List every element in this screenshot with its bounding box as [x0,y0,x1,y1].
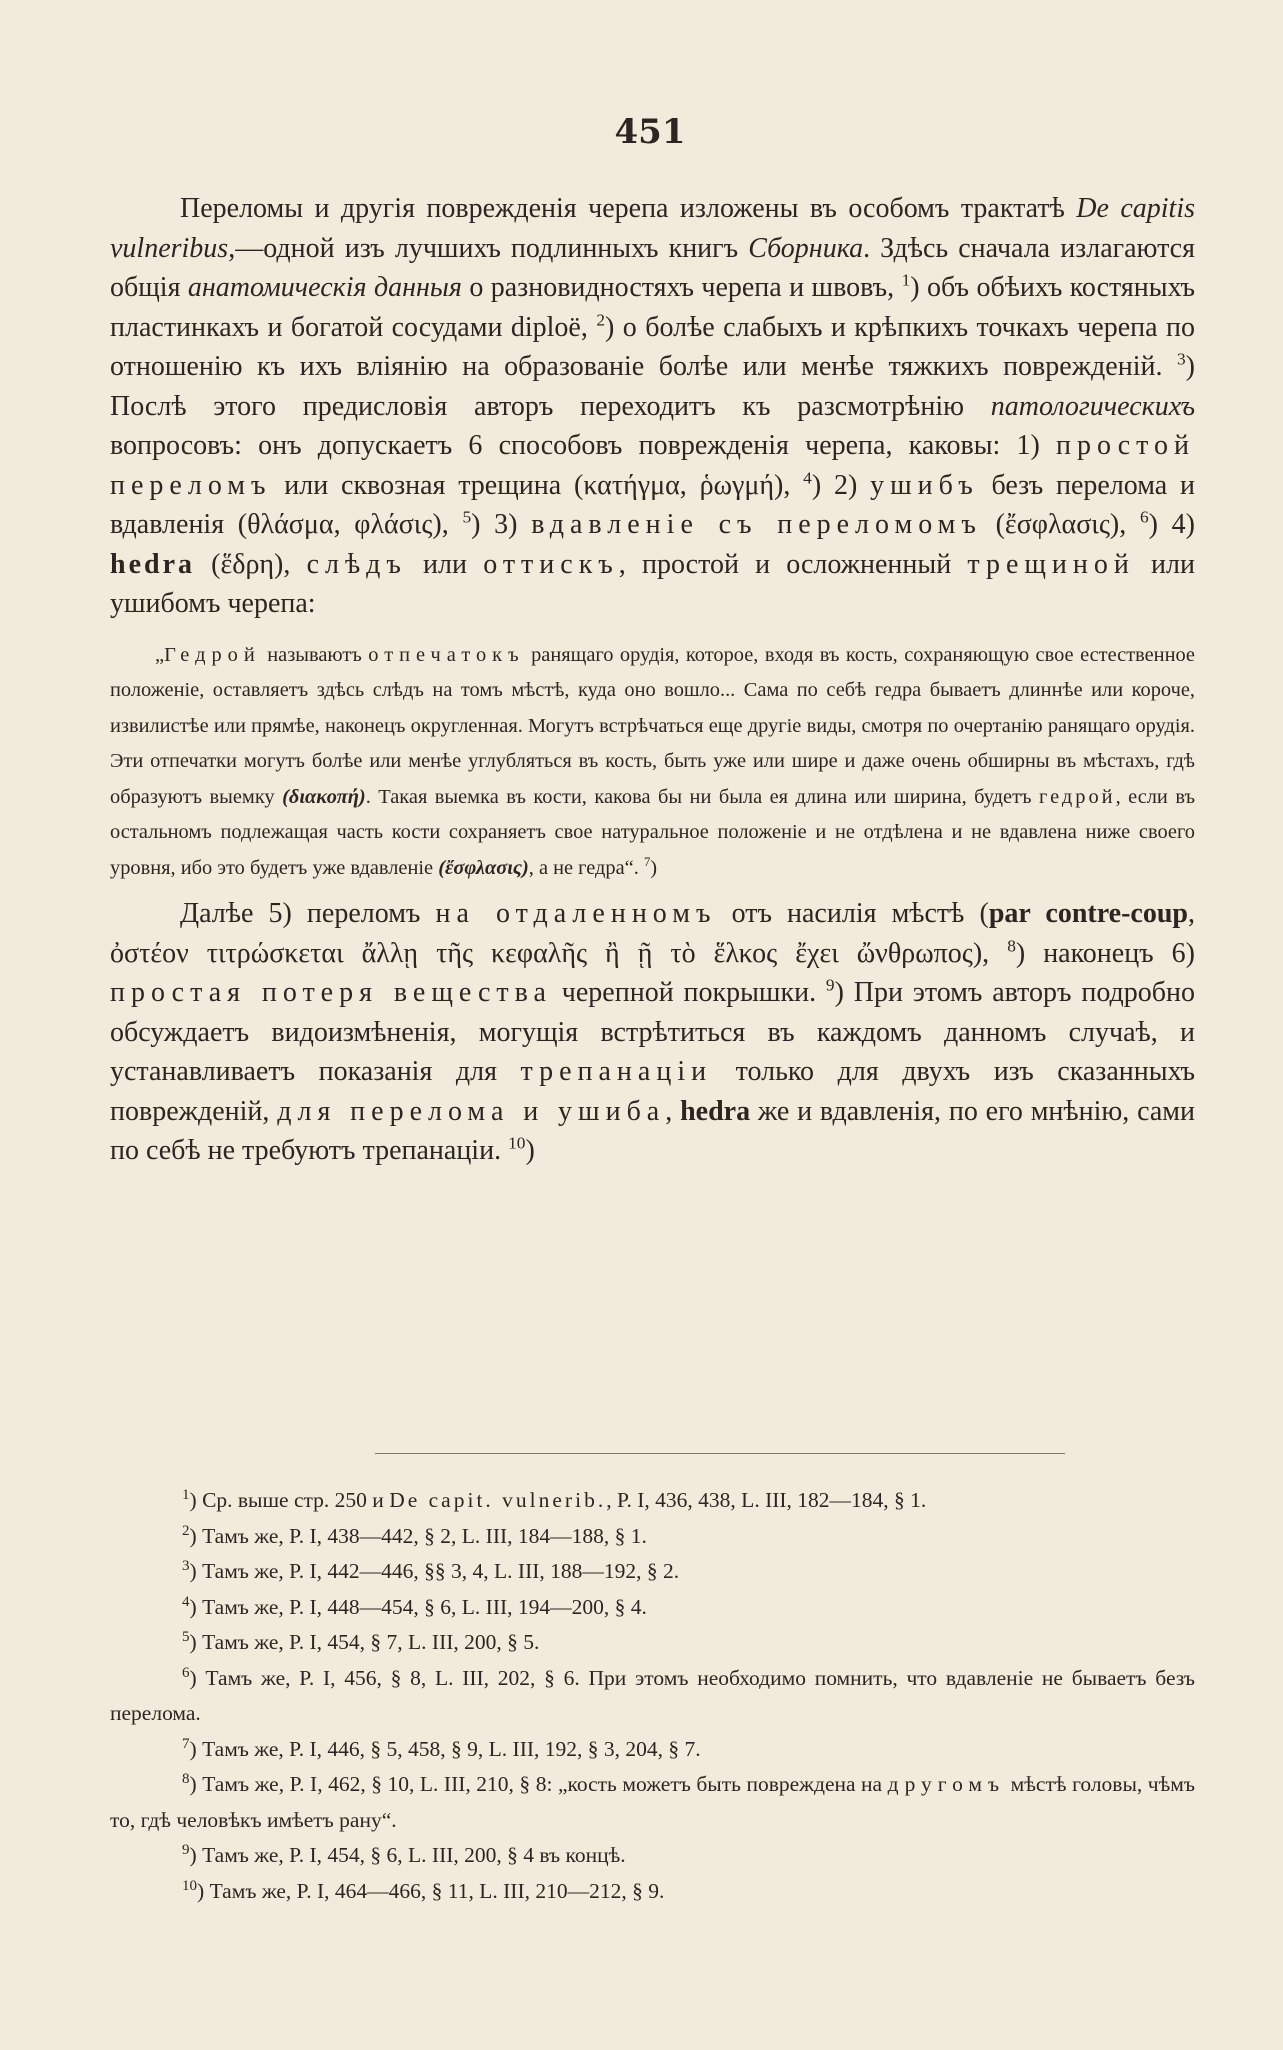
text-span: ) объ обѣихъ костяныхъ пластинкахъ и богатой сосудами [110,272,1195,343]
emphasis: анатомическія данныя [187,272,462,303]
spaced-term: гедрой [1039,785,1116,808]
text-span: только для двухъ изъ сказанныхъ поврежденій, [110,1056,1195,1127]
paragraph-2 [110,894,1195,1171]
greek-term: (διακοπή) [282,785,366,808]
text-span: ) [650,856,658,879]
text-span: или [406,548,484,580]
term: hedra [110,548,195,580]
text-span: ,—одной изъ лучшихъ подлинныхъ книгъ [228,232,749,264]
footnote-ref: 7 [643,854,651,869]
spaced-term: оттискъ [483,548,619,580]
footnote-text: ) Тамъ же, P. I, 442—446, §§ 3, 4, L. III, 188—192, § 2. [189,1559,680,1583]
main-text [110,189,1195,1171]
text-span: черепной покрышки. [551,977,826,1008]
footnote [110,1874,1195,1910]
footnote-text: , P. I, 436, 438, L. III, 182—184, § 1. [606,1488,927,1512]
latin-title: De capitis vulneribus [110,193,1196,264]
footnote-number: 10 [182,1877,198,1894]
footnote-ref: 4 [803,468,812,488]
footnote-number: 7 [182,1735,190,1752]
spaced-term: другомъ [887,1772,1006,1796]
footnote-number: 8 [182,1770,190,1787]
spaced-term: De capit. vulnerib. [389,1488,607,1512]
spaced-term: на отдаленномъ [435,898,717,929]
footnote-ref: 2 [596,310,606,330]
footnote-text: ) Тамъ же, P. I, 454, § 7, L. III, 200, § 5. [189,1630,540,1654]
spaced-term: вдавленіе съ переломомъ [531,509,982,540]
text-span: ) Послѣ этого предисловія авторъ переходитъ къ разсмотрѣнію [110,351,1195,422]
emphasis: патологическихъ [990,390,1195,422]
text-span: называютъ [260,643,369,666]
footnote-ref: 10 [508,1133,526,1153]
footnote-text: ) Тамъ же, P. I, 454, § 6, L. III, 200, § 4 въ концѣ. [189,1843,626,1867]
spaced-term: трепанаціи [520,1056,713,1087]
footnote-text: ) Тамъ же, P. I, 464—466, § 11, L. III, 210—212, § 9. [197,1878,665,1903]
footnote [110,1661,1195,1732]
text-span: (ἔσφλασις), [981,509,1140,540]
block-quote [110,638,1195,887]
footnote-number: 2 [182,1522,190,1539]
text-span: ) о болѣе слабыхъ и крѣпкихъ точкахъ черепа по отношенію къ ихъ вліянію на образованіе болѣе или менѣе тяжкихъ поврежденій. [110,311,1196,382]
text-span: ) 2) [811,469,871,501]
text-span: ) 4) [1148,509,1196,540]
footnote-number: 1 [182,1486,190,1503]
text-span: . Такая выемка въ кости, какова бы ни была ея длина или ширина, будетъ [365,785,1040,808]
text-span: , если въ остальномъ подлежащая часть кости сохраняетъ свое натуральное положеніе и не отдѣлена и не вдавлена ниже своего уровня, ибо это будетъ уже вдавленіе [110,785,1195,879]
text-span: , простой и осложненный [618,548,968,580]
footnote-ref: 5 [462,507,472,527]
text-span: , [580,311,597,343]
footnote-text: ) Тамъ же, P. I, 462, § 10, L. III, 210, § 8: „кость можетъ быть повреждена на [189,1772,888,1796]
spaced-term: трещиной [967,548,1135,580]
footnote [110,1554,1195,1590]
page-number: 451 [614,112,686,152]
term: hedra [680,1095,751,1127]
footnote-number: 6 [182,1664,190,1681]
text-span: ) наконецъ 6) [1015,937,1195,969]
text-span: , а не гедра“. [528,856,644,879]
text-span: ) 3) [471,509,532,540]
footnote-text: ) Ср. выше стр. 250 и [189,1488,390,1512]
text-span: же и вдавленія, по его мнѣнію, сами по себѣ не требуютъ трепанаціи. [110,1095,1196,1166]
text-span: Далѣе 5) переломъ [180,898,436,929]
text-span: безъ перелома и вдавленія (θλάσμα, φλάσις), [110,469,1195,540]
footnote-ref: 6 [1139,507,1149,527]
term: par contre-coup [988,898,1188,929]
footnote-ref: 9 [825,975,835,995]
text-span: (ἕδρη), [195,548,307,580]
spaced-term: отпечатокъ [368,643,525,666]
text-span: ранящаго орудія, которое, входя въ кость, сохраняющую свое естественное положеніе, оставляетъ здѣсь слѣдъ на томъ мѣстѣ, куда оно вошло... Сама по себѣ гедра бываетъ длиннѣе или короче, извилистѣе или прямѣе, наконецъ округленная. Могутъ встрѣчаться еще другіе виды, смотря по очертанію ранящаго орудія. Эти отпечатки могутъ болѣе или менѣе углубляться въ кость, быть уже или шире и даже очень обширны въ мѣстахъ, гдѣ образуютъ выемку [110,643,1195,808]
spaced-term: слѣдъ [306,548,407,580]
text-span: или ушибомъ черепа: [110,548,1196,619]
footnote [110,1519,1195,1555]
term: diploë [510,311,581,343]
text-span: „ [155,643,165,666]
footnote [110,1838,1195,1874]
footnotes [110,1483,1195,1909]
footnote [110,1483,1195,1519]
footnote-ref: 1 [901,270,911,290]
text-span: , [665,1095,681,1127]
text-span: вопросовъ: онъ допускаетъ 6 способовъ поврежденія черепа, каковы: 1) [110,430,1057,461]
footnote-text: ) Тамъ же, P. I, 446, § 5, 458, § 9, L. III, 192, § 3, 204, § 7. [189,1736,701,1761]
footnote-number: 9 [182,1841,190,1858]
spaced-term: Гедрой [164,643,261,666]
paragraph-1 [110,189,1195,624]
footnote-number: 3 [182,1557,190,1574]
text-span: . Здѣсь сначала излагаются общія [110,232,1195,303]
emphasis: Сборника [748,232,864,264]
spaced-term: простой переломъ [110,430,1195,501]
footnote-text: ) Тамъ же, P. I, 456, § 8, L. III, 202, § 6. При этомъ необходимо помнить, что вдавленіе не бываетъ безъ перелома. [110,1665,1195,1725]
text-span: , ὀστέον τιτρώσκεται ἄλλῃ τῆς κεφαλῆς ἢ ῇ τὸ ἕλκος ἔχει ὤνθρωπος), [110,898,1195,969]
spaced-term: для перелома и ушиба [277,1095,666,1127]
footnote-text: ) Тамъ же, P. I, 448—454, § 6, L. III, 194—200, § 4. [189,1594,647,1619]
footnote [110,1590,1195,1626]
text-span: Переломы и другія поврежденія черепа изложены въ особомъ трактатѣ [180,193,1077,224]
footnote-ref: 3 [1176,349,1186,369]
footnote-ref: 8 [1007,936,1016,956]
text-span: ) При этомъ авторъ подробно обсуждаетъ видоизмѣненія, могущія встрѣтиться въ каждомъ данномъ случаѣ, и устанавливаетъ показанія для [110,977,1195,1087]
spaced-term: простая потеря вещества [110,977,552,1008]
spaced-term: ушибъ [870,469,979,501]
text-span: о разновидностяхъ черепа и швовъ, [461,272,902,303]
text-span: отъ насилія мѣстѣ ( [716,898,989,929]
footnote-divider [375,1453,1065,1454]
footnote-text: мѣстѣ головы, чѣмъ то, гдѣ человѣкъ имѣетъ рану“. [110,1772,1195,1832]
text-span: ) [525,1135,535,1166]
greek-term: (ἔσφλασις) [438,856,529,879]
footnote-number: 4 [182,1593,190,1610]
footnote [110,1767,1195,1838]
footnote-number: 5 [182,1628,190,1645]
footnote [110,1732,1195,1768]
footnote-text: ) Тамъ же, P. I, 438—442, § 2, L. III, 184—188, § 1. [189,1523,647,1548]
footnote [110,1625,1195,1661]
text-span: или сквозная трещина (κατήγμα, ῥωγμή), [271,469,804,501]
